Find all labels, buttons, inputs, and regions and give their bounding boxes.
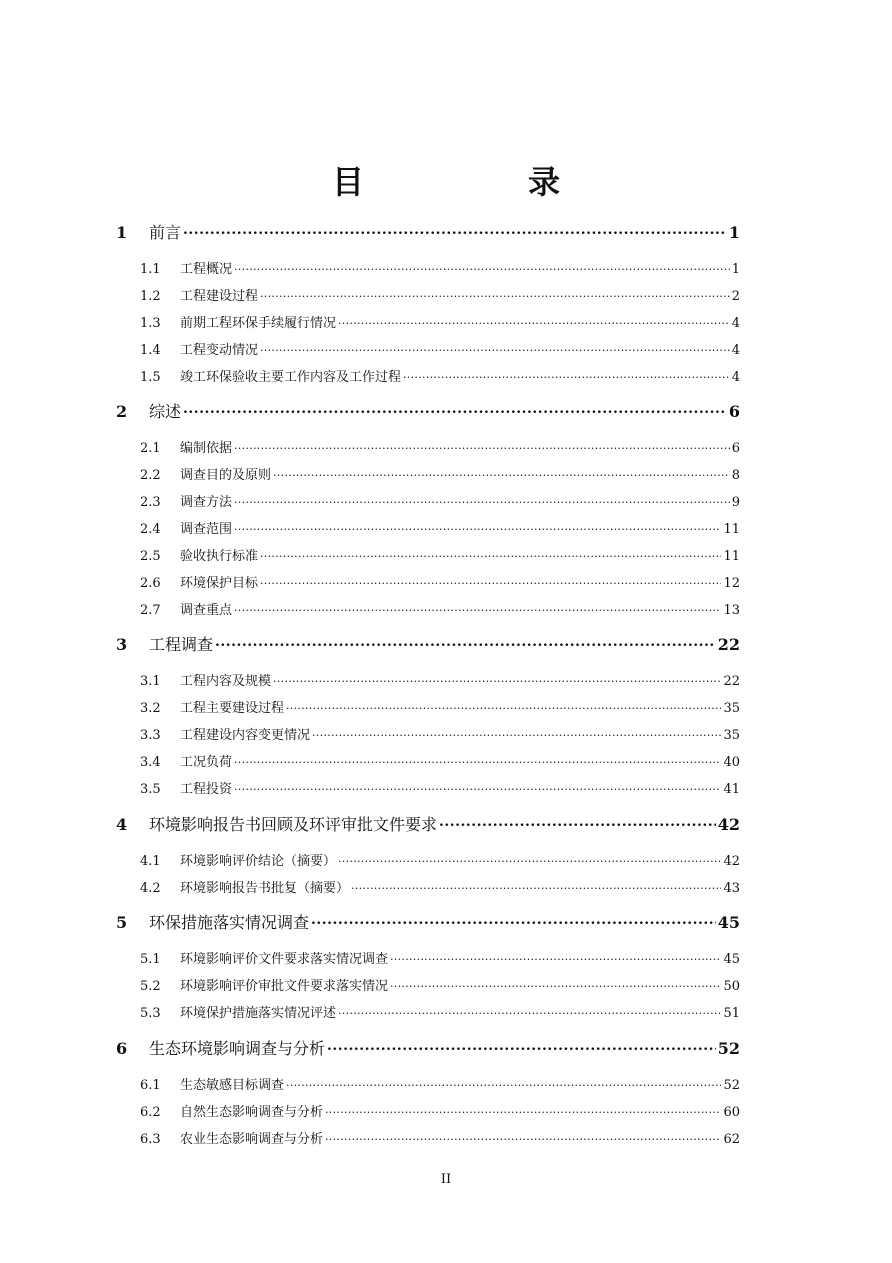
toc-entry-title: 调查范围 <box>180 522 233 537</box>
toc-entry-page: 42 <box>723 854 740 869</box>
toc-entry-page: 41 <box>723 782 740 797</box>
toc-entry-number: 5.2 <box>140 979 161 994</box>
dot-leader <box>273 672 721 685</box>
toc-entry-number: 1.2 <box>140 289 161 304</box>
toc-section-entry[interactable] <box>140 312 740 331</box>
toc-entry-page: 42 <box>717 815 740 834</box>
toc-entry-number: 2.6 <box>140 576 161 591</box>
toc-chapter-entry[interactable] <box>116 632 740 655</box>
dot-leader <box>286 699 721 712</box>
toc-entry-title: 环境保护目标 <box>180 576 259 591</box>
dot-leader <box>312 726 721 739</box>
toc-entry-number: 1.5 <box>140 370 161 385</box>
dot-leader <box>338 852 721 865</box>
toc-entry-number: 2 <box>116 402 128 421</box>
toc-entry-number: 2.2 <box>140 468 161 483</box>
toc-entry-title: 工程建设内容变更情况 <box>180 728 311 743</box>
toc-section-entry[interactable] <box>140 464 740 483</box>
toc-section-entry[interactable] <box>140 850 740 869</box>
toc-chapter-entry[interactable] <box>116 399 740 422</box>
toc-chapter-entry[interactable] <box>116 812 740 835</box>
toc-entry-title: 环境影响报告书回顾及环评审批文件要求 <box>149 815 438 834</box>
dot-leader <box>183 222 727 238</box>
dot-leader <box>260 341 730 354</box>
toc-entry-page: 9 <box>731 495 740 510</box>
toc-entry-title: 环境影响评价结论（摘要） <box>180 854 337 869</box>
toc-section-entry[interactable] <box>140 1128 740 1147</box>
toc-entry-number: 2.7 <box>140 603 161 618</box>
toc-entry-number: 6.3 <box>140 1132 161 1147</box>
toc-entry-number: 5.1 <box>140 952 161 967</box>
toc-entry-title: 工程主要建设过程 <box>180 701 285 716</box>
toc-section-entry[interactable] <box>140 572 740 591</box>
toc-entry-number: 4.1 <box>140 854 161 869</box>
toc-entry-title: 环境影响评价审批文件要求落实情况 <box>180 979 389 994</box>
toc-entry-title: 编制依据 <box>180 441 233 456</box>
toc-entry-title: 工程建设过程 <box>180 289 259 304</box>
toc-section-entry[interactable] <box>140 285 740 304</box>
toc-entry-title: 竣工环保验收主要工作内容及工作过程 <box>180 370 402 385</box>
toc-entry-title: 环境保护措施落实情况评述 <box>180 1006 337 1021</box>
toc-entry-number: 4 <box>116 815 128 834</box>
toc-entry-title: 自然生态影响调查与分析 <box>180 1105 324 1120</box>
toc-entry-page: 45 <box>717 913 740 932</box>
toc-entry-page: 35 <box>723 728 740 743</box>
toc-entry-page: 6 <box>731 441 740 456</box>
dot-leader <box>338 314 730 327</box>
toc-entry-number: 3.5 <box>140 782 161 797</box>
toc-title: 目 录 <box>331 163 626 201</box>
toc-entry-title: 调查目的及原则 <box>180 468 272 483</box>
dot-leader <box>234 493 730 506</box>
toc-entry-page: 2 <box>731 289 740 304</box>
toc-entry-number: 2.3 <box>140 495 161 510</box>
toc-entry-page: 45 <box>723 952 740 967</box>
toc-entry-page: 51 <box>723 1006 740 1021</box>
toc-entry-number: 3 <box>116 635 128 654</box>
dot-leader <box>183 401 727 417</box>
dot-leader <box>325 1103 721 1116</box>
toc-entry-number: 2.4 <box>140 522 161 537</box>
toc-entry-page: 11 <box>723 549 740 564</box>
toc-entry-title: 环境影响评价文件要求落实情况调查 <box>180 952 389 967</box>
toc-section-entry[interactable] <box>140 599 740 618</box>
dot-leader <box>234 780 721 793</box>
toc-entry-page: 62 <box>723 1132 740 1147</box>
toc-section-entry[interactable] <box>140 1074 740 1093</box>
dot-leader <box>403 368 730 381</box>
toc-entry-page: 1 <box>728 223 740 242</box>
toc-entry-title: 农业生态影响调查与分析 <box>180 1132 324 1147</box>
toc-entry-title: 工程变动情况 <box>180 343 259 358</box>
toc-entry-page: 35 <box>723 701 740 716</box>
toc-entry-page: 43 <box>723 881 740 896</box>
toc-section-entry[interactable] <box>140 697 740 716</box>
dot-leader <box>234 520 721 533</box>
dot-leader <box>351 879 721 892</box>
toc-entry-number: 1.4 <box>140 343 161 358</box>
toc-entry-number: 3.2 <box>140 701 161 716</box>
toc-entry-page: 22 <box>723 674 740 689</box>
toc-section-entry[interactable] <box>140 751 740 770</box>
toc-section-entry[interactable] <box>140 366 740 385</box>
dot-leader <box>390 977 721 990</box>
toc-section-entry[interactable] <box>140 518 740 537</box>
toc-entry-page: 12 <box>723 576 740 591</box>
toc-section-entry[interactable] <box>140 948 740 967</box>
toc-entry-page: 50 <box>723 979 740 994</box>
toc-entry-title: 验收执行标准 <box>180 549 259 564</box>
toc-entry-number: 6.1 <box>140 1078 161 1093</box>
toc-entry-number: 1 <box>116 223 128 242</box>
toc-entry-page: 11 <box>723 522 740 537</box>
toc-entry-number: 4.2 <box>140 881 161 896</box>
dot-leader <box>327 1038 716 1054</box>
toc-section-entry[interactable] <box>140 877 740 896</box>
toc-entry-number: 5 <box>116 913 128 932</box>
toc-entry-title: 生态敏感目标调查 <box>180 1078 285 1093</box>
toc-entry-page: 4 <box>731 343 740 358</box>
dot-leader <box>234 439 730 452</box>
toc-entry-number: 3.4 <box>140 755 161 770</box>
toc-section-entry[interactable] <box>140 1101 740 1120</box>
dot-leader <box>273 466 730 479</box>
toc-entry-title: 调查方法 <box>180 495 233 510</box>
toc-section-entry[interactable] <box>140 258 740 277</box>
toc-entry-number: 5.3 <box>140 1006 161 1021</box>
toc-entry-number: 3.1 <box>140 674 161 689</box>
toc-entry-title: 工程投资 <box>180 782 233 797</box>
toc-entry-number: 2.1 <box>140 441 161 456</box>
dot-leader <box>286 1076 721 1089</box>
dot-leader <box>390 950 721 963</box>
toc-entry-title: 综述 <box>149 402 182 421</box>
toc-entry-page: 40 <box>723 755 740 770</box>
toc-entry-title: 调查重点 <box>180 603 233 618</box>
toc-entry-number: 2.5 <box>140 549 161 564</box>
toc-entry-page: 4 <box>731 316 740 331</box>
toc-entry-page: 52 <box>717 1039 740 1058</box>
toc-entry-title: 工程概况 <box>180 262 233 277</box>
toc-entry-page: 13 <box>723 603 740 618</box>
toc-entry-number: 6 <box>116 1039 128 1058</box>
dot-leader <box>234 260 730 273</box>
toc-entry-title: 工况负荷 <box>180 755 233 770</box>
dot-leader <box>260 574 721 587</box>
toc-section-entry[interactable] <box>140 778 740 797</box>
page-number: II <box>440 1172 452 1187</box>
toc-chapter-entry[interactable] <box>116 220 740 243</box>
toc-entry-page: 4 <box>731 370 740 385</box>
toc-entry-title: 工程调查 <box>149 635 214 654</box>
toc-entry-page: 52 <box>723 1078 740 1093</box>
toc-entry-page: 1 <box>731 262 740 277</box>
dot-leader <box>260 287 730 300</box>
dot-leader <box>325 1130 721 1143</box>
dot-leader <box>234 753 721 766</box>
toc-entry-title: 前期工程环保手续履行情况 <box>180 316 337 331</box>
dot-leader <box>311 912 716 928</box>
toc-entry-page: 6 <box>728 402 740 421</box>
toc-section-entry[interactable] <box>140 491 740 510</box>
toc-entry-page: 60 <box>723 1105 740 1120</box>
toc-section-entry[interactable] <box>140 339 740 358</box>
dot-leader <box>260 547 721 560</box>
toc-section-entry[interactable] <box>140 1002 740 1021</box>
dot-leader <box>215 634 716 650</box>
toc-section-entry[interactable] <box>140 437 740 456</box>
dot-leader <box>234 601 721 614</box>
toc-section-entry[interactable] <box>140 670 740 689</box>
toc-entry-title: 生态环境影响调查与分析 <box>149 1039 326 1058</box>
toc-section-entry[interactable] <box>140 545 740 564</box>
toc-entry-number: 1.1 <box>140 262 161 277</box>
toc-entry-title: 工程内容及规模 <box>180 674 272 689</box>
toc-chapter-entry[interactable] <box>116 1036 740 1059</box>
toc-entry-page: 8 <box>731 468 740 483</box>
toc-section-entry[interactable] <box>140 975 740 994</box>
dot-leader <box>338 1004 721 1017</box>
toc-section-entry[interactable] <box>140 724 740 743</box>
toc-entry-number: 3.3 <box>140 728 161 743</box>
toc-entry-title: 环境影响报告书批复（摘要） <box>180 881 350 896</box>
dot-leader <box>439 814 716 830</box>
toc-entry-number: 6.2 <box>140 1105 161 1120</box>
toc-entry-page: 22 <box>717 635 740 654</box>
toc-entry-title: 前言 <box>149 223 182 242</box>
toc-entry-title: 环保措施落实情况调查 <box>149 913 310 932</box>
toc-chapter-entry[interactable] <box>116 910 740 933</box>
toc-entry-number: 1.3 <box>140 316 161 331</box>
